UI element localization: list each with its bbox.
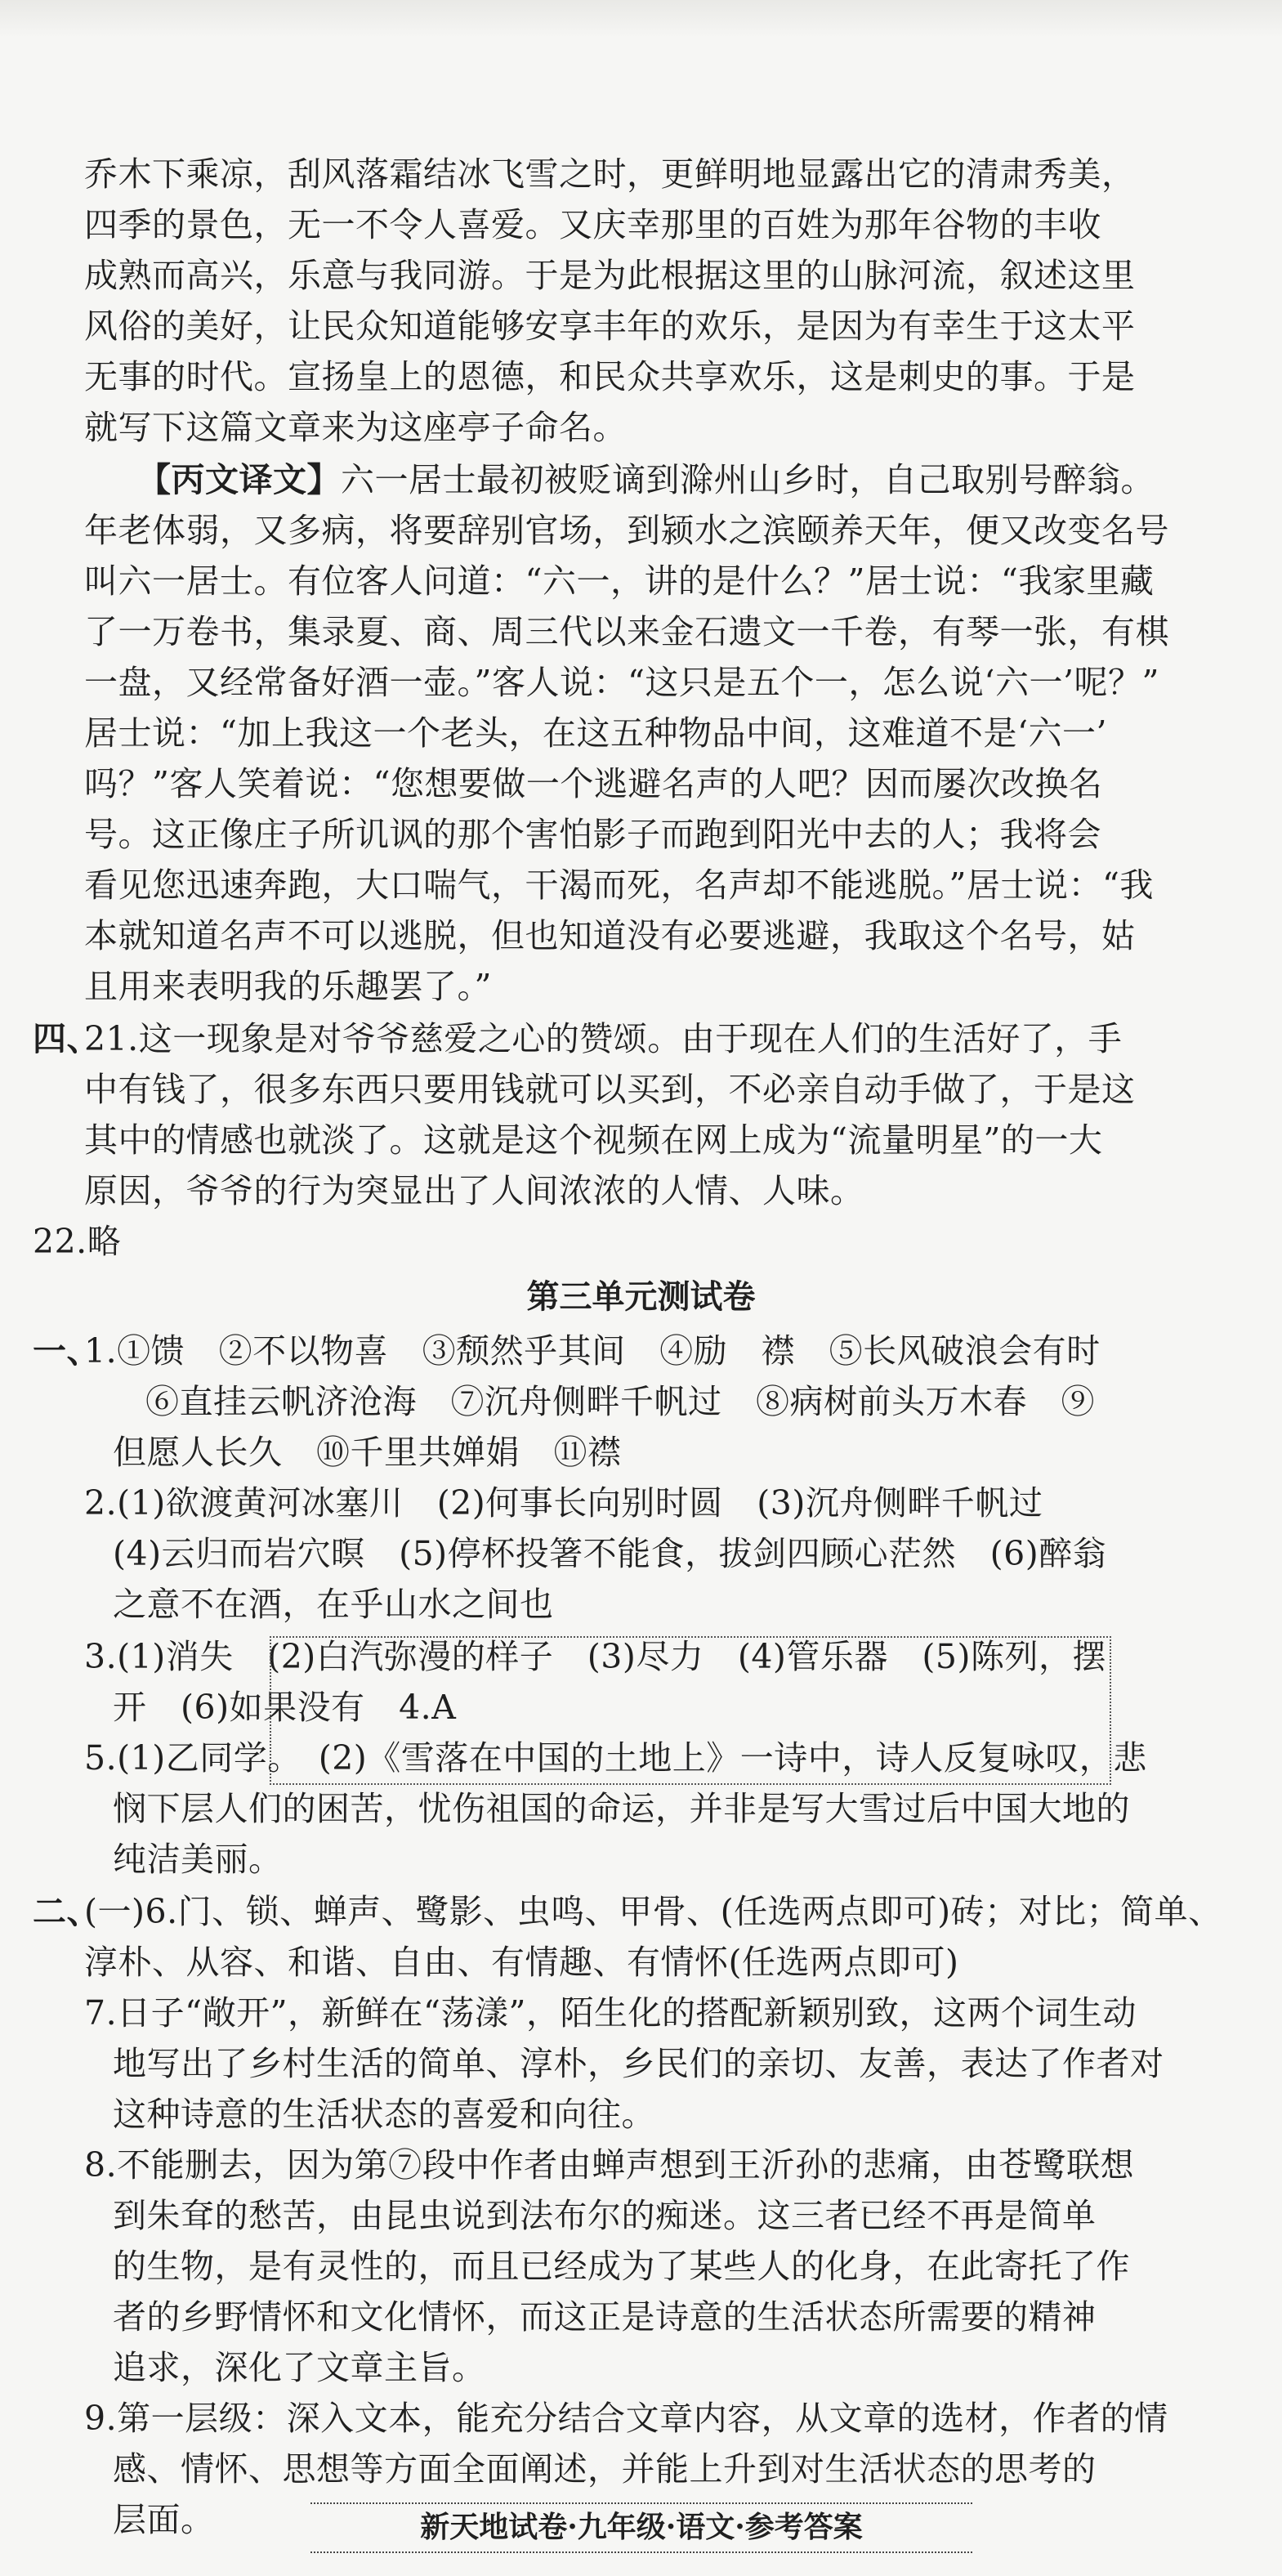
text-line: 叫六一居士。有位客人问道：“六一，讲的是什么？”居士说：“我家里藏: [84, 561, 1155, 601]
text-line: 原因，爷爷的行为突显出了人间浓浓的人情、人味。: [84, 1171, 864, 1210]
unit-title: 第三单元测试卷: [526, 1278, 756, 1316]
text-line: 22.略: [33, 1222, 122, 1261]
text-line: 其中的情感也就淡了。这就是这个视频在网上成为“流量明星”的一大: [84, 1120, 1103, 1160]
text-line: 1.①馈 ②不以物喜 ③颓然乎其间 ④励 襟 ⑤长风破浪会有时: [84, 1331, 1101, 1371]
text-line: 到朱耷的愁苦，由昆虫说到法布尔的痴迷。这三者已经不再是简单: [113, 2196, 1097, 2235]
text-line: 中有钱了，很多东西只要用钱就可以买到，不必亲自动手做了，于是这: [84, 1070, 1136, 1109]
text-line: 悯下层人们的困苦，忧伤祖国的命运，并非是写大雪过后中国大地的: [113, 1789, 1130, 1828]
text-line: 就写下这篇文章来为这座亭子命名。: [84, 408, 627, 447]
bing-translation-label: 【丙文译文】: [137, 460, 341, 499]
text-line: 21.这一现象是对爷爷慈爱之心的赞颂。由于现在人们的生活好了，手: [84, 1019, 1123, 1058]
text-line: 居士说：“加上我这一个老头，在这五种物品中间，这难道不是‘六一’: [84, 713, 1108, 753]
text-line: 7.日子“敞开”，新鲜在“荡漾”，陌生化的搭配新颖别致，这两个词生动: [84, 1993, 1137, 2033]
text-line: 者的乡野情怀和文化情怀，而这正是诗意的生活状态所需要的精神: [113, 2297, 1097, 2337]
page-footer: 新天地试卷·九年级·语文·参考答案: [310, 2502, 972, 2553]
text-line: 本就知道名声不可以逃脱，但也知道没有必要逃避，我取这个名号，姑: [84, 916, 1136, 955]
text-line: 纯洁美丽。: [113, 1840, 283, 1879]
text-line: 5.(1)乙同学。 (2)《雪落在中国的土地上》一诗中，诗人反复咏叹，悲: [84, 1738, 1147, 1778]
text-line: 这种诗意的生活状态的喜爱和向往。: [113, 2095, 655, 2134]
text-line: 之意不在酒，在乎山水之间也: [113, 1585, 554, 1624]
scan-top-shade: [0, 0, 1282, 38]
text-line: 2.(1)欲渡黄河冰塞川 (2)何事长向别时圆 (3)沉舟侧畔千帆过: [84, 1483, 1043, 1523]
text-line: 无事的时代。宣扬皇上的恩德，和民众共享欢乐，这是刺史的事。于是: [84, 357, 1136, 396]
text-segment: 六一居士最初被贬谪到滁州山乡时，自己取别号醉翁。: [341, 460, 1155, 499]
text-line: 9.第一层级：深入文本，能充分结合文章内容，从文章的选材，作者的情: [84, 2399, 1168, 2438]
section-label: 一、: [33, 1331, 101, 1371]
text-line: (一)6.门、锁、蝉声、鹭影、虫鸣、甲骨、(任选两点即可)砖；对比；简单、: [84, 1892, 1222, 1931]
text-line: [137, 454, 1155, 505]
text-line: 了一万卷书，集录夏、商、周三代以来金石遗文一千卷，有琴一张，有棋: [84, 612, 1169, 651]
text-line: (4)云归而岩穴暝 (5)停杯投箸不能食，拔剑四顾心茫然 (6)醉翁: [113, 1534, 1107, 1573]
text-line: 一盘，又经常备好酒一壶。”客人说：“这只是五个一，怎么说‘六一’呢？”: [84, 663, 1159, 702]
text-line: 成熟而高兴，乐意与我同游。于是为此根据这里的山脉河流，叙述这里: [84, 256, 1136, 295]
text-line: 乔木下乘凉，刮风落霜结冰飞雪之时，更鲜明地显露出它的清肃秀美，: [84, 154, 1136, 194]
text-line: 的生物，是有灵性的，而且已经成为了某些人的化身，在此寄托了作: [113, 2247, 1130, 2286]
text-line: 看见您迅速奔跑，大口喘气，干渴而死，名声却不能逃脱。”居士说：“我: [84, 865, 1154, 905]
text-line: 风俗的美好，让民众知道能够安享丰年的欢乐，是因为有幸生于这太平: [84, 306, 1136, 346]
section-label: 二、: [33, 1892, 101, 1931]
text-line: ⑥直挂云帆济沧海 ⑦沉舟侧畔千帆过 ⑧病树前头万木春 ⑨: [145, 1382, 1095, 1421]
text-line: 号。这正像庄子所讥讽的那个害怕影子而跑到阳光中去的人；我将会: [84, 815, 1101, 854]
text-line: 层面。: [113, 2500, 215, 2539]
text-line: 且用来表明我的乐趣罢了。”: [84, 967, 492, 1006]
text-line: 3.(1)消失 (2)白汽弥漫的样子 (3)尽力 (4)管乐器 (5)陈列，摆: [84, 1637, 1106, 1676]
text-line: 年老体弱，又多病，将要辞别官场，到颍水之滨颐养天年，便又改变名号: [84, 511, 1169, 550]
text-line: 8.不能删去，因为第⑦段中作者由蝉声想到王沂孙的悲痛，由苍鹭联想: [84, 2145, 1135, 2185]
text-line: 淳朴、从容、和谐、自由、有情趣、有情怀(任选两点即可): [84, 1943, 959, 1982]
section-label: 四、: [33, 1019, 101, 1058]
text-line: 追求，深化了文章主旨。: [113, 2348, 486, 2387]
text-line: 但愿人长久 ⑩千里共婵娟 ⑪襟: [113, 1433, 622, 1472]
text-line: 开 (6)如果没有 4.A: [113, 1688, 457, 1727]
text-line: 感、情怀、思想等方面全面阐述，并能上升到对生活状态的思考的: [113, 2449, 1097, 2489]
text-line: 吗？”客人笑着说：“您想要做一个逃避名声的人吧？因而屡次改换名: [84, 764, 1103, 803]
text-line: 四季的景色，无一不令人喜爱。又庆幸那里的百姓为那年谷物的丰收: [84, 205, 1101, 244]
text-line: 地写出了乡村生活的简单、淳朴，乡民们的亲切、友善，表达了作者对: [113, 2044, 1164, 2083]
